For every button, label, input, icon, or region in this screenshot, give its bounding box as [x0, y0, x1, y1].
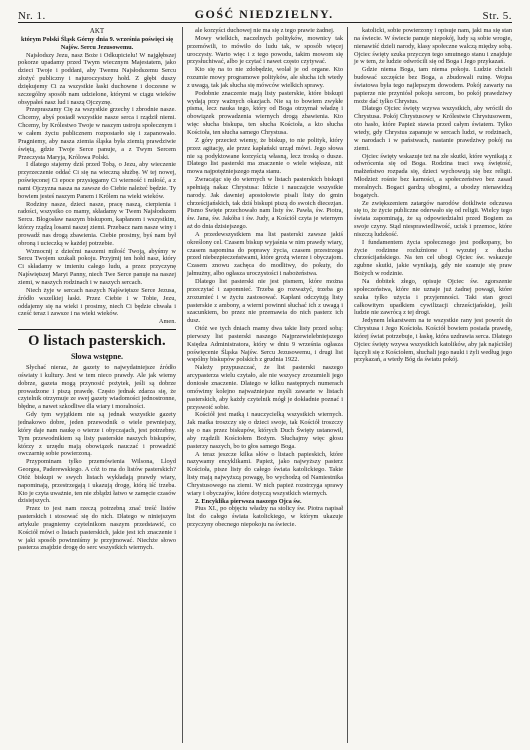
article-paragraph: Ze zwiększeniem zatargów narodów dotkliwie odczuwa się to, że życie publiczne oderwało się od religii. Wielcy tego świata zapominają, że są odpowiedzialni przed Bogiem za swoje czyny. Stąd niesprawiedliwość, ucisk i przemoc, które niszczą ludzkość.: [354, 199, 512, 238]
section-heading: 2. Encyklika pierwsza naszego Ojca św.: [195, 497, 302, 505]
article-title: O listach pasterskich.: [28, 333, 166, 350]
article-paragraph: Podobnie znaczenie mają listy pasterskie, które biskupi wydają przy ważnych okazjach. Nie są to bowiem zwykłe pisma, lecz nauka tego, który od Boga otrzymał władzę i obowiązek prowadzenia wiernych drogą zbawienia. Kto więc słucha biskupa, ten słucha Kościoła, a kto słucha Kościoła, ten słucha samego Chrystusa.: [187, 89, 343, 136]
akt-paragraph: Rodziny nasze, dzieci nasze, pracę naszą, cierpienia i radości, wszystko co mamy, składamy w Twem Najsłodszem Sercu. Błogosław naszym biskupom, kapłanom i wszystkim, którzy rządzą losami naszej ziemi. Przebacz nam nasze winy i prowadź nas drogą zbawienia. Ciebie prosimy, byś nam był obroną i ucieczką w każdej potrzebie.: [18, 200, 176, 247]
article-paragraph: Dlatego Ojciec święty wzywa wszystkich, aby wrócili do Chrystusa. Pokój Chrystusowy w Królestwie Chrystusowem, oto hasło, które Papież stawia przed całym światem. Tylko wtedy, gdy Chrystus zapanuje w sercach ludzi, w rodzinach, w narodach i w państwach, nastanie prawdziwy pokój na ziemi.: [354, 105, 512, 152]
akt-paragraph: Przepraszamy Cię za wszystkie grzechy i zbrodnie nasze. Chcemy, abyś posiadł wszystkie nasze serca i rządził niemi. Chcemy, by Królestwo Twoje w naszym ustroju społecznym i w całem życiu publicznem rozpostarło się i zapanowało. Pragniemy, aby nasza ziemia śląska była ziemią prawdziwie świętą, gdzie Twoje Serce panuje, a z Twym Sercem Przeczysta Maryja, Królowa Polski.: [18, 106, 176, 161]
akt-paragraph: Najsłodszy Jezu, nasz Boże i Odkupicielu! W najgłębszej pokorze upadamy przed Twym wiecznym Majestatem, jako dzieci Twoje i poddani, aby Twemu Najsłodszemu Sercu złożyć publiczny i najuroczystszy hołd. Z głębi duszy dziękujemy Ci za wszystkie łaski duchowne i doczesne w szczególny sposób nam udzielone, którymi w ciągu wieków obsypałeś nasz lud i naszą Ojczyznę.: [18, 51, 176, 106]
article-paragraph: Przez to jest nam rzeczą potrzebną znać treść listów pasterskich i stosować się do nich. Dlatego w niniejszym artykule pragniemy czytelnikom naszym przedstawić, co Kościół mówi o listach pasterskich, jakie jest ich znaczenie i w jaki sposób powinniśmy je przyjmować. Niechże słowo pasterza znajdzie drogę do serc wszystkich wiernych.: [18, 505, 176, 552]
article-paragraph: Ojciec święty wskazuje też na złe skutki, które wynikają z odwrócenia się od Boga. Rodzina traci swą świętość, małżeństwo rozpada się, dzieci wychowują się bez religii. Młodzież rośnie bez karności, a społeczeństwo bez zasad moralnych. Bogaci gardzą ubogimi, a ubodzy nienawidzą bogatych.: [354, 152, 512, 199]
article-paragraph: Przypominam tylko przemówienia Wilsona, Lloyd Georgea, Paderewskiego. A cóż to ma do listów pasterskich? Otóż biskupi w swych listach wykładają prawdy wiary, napominają, przestrzegają i ukazują drogę, którą iść trzeba. Kto je czyta uważnie, ten nie zbłądzi łatwo w zamęcie czasów dzisiejszych.: [18, 458, 176, 505]
article-paragraph: A przedewszystkiem ma list pasterski zawsze jakiś określony cel. Czasem biskup wyjaśnia w nim prawdy wiary, czasem napomina do poprawy życia, czasem przestrzega przed niebezpieczeństwami, które grożą wierze i obyczajom. Czasem znowu zachęca do modlitwy, do pokuty, do jałmużny, albo ogłasza uroczystości i nabożeństwa.: [187, 230, 343, 278]
article-paragraph: Dlatego list pasterski nie jest pismem, które można przeczytać i zapomnieć. Trzeba go rozważyć, trzeba go zrozumieć i w życiu zastosować. Kapłani odczytują listy pasterskie z ambony, a wierni powinni słuchać ich z uwagą i szacunkiem, bo przez nie przemawia do nich pasterz ich dusz.: [187, 278, 343, 325]
article-paragraph: Na dobitek złego, opisuje Ojciec św. zgorszenie społeczeństwa, które nie uznaje już żadnej powagi, które szuka tylko użycia i przyjemności. Taki stan grozi całkowitym upadkiem cywilizacji chrześcijańskiej, jeśli ludzie nie zawrócą z tej drogi.: [354, 278, 512, 317]
article-paragraph: Kto się na to nie zdobędzie, wolał je od organe. Kto rozumie mowy programowe polityków, ale słucha ich wtedy z uwagą, tak jak słucha się mówców wielkich sprawy.: [187, 66, 343, 89]
article-paragraph: I fundamentem życia społecznego jest podkopany, bo życie rodzinne rozluźnione i wyzutej z ducha chrześcijańskiego. Na ten cel ubogi Ojciec św. wskazuje zgubne skutki, jakie wynikają, gdy nie szanuje się praw Bożych w rodzinie.: [354, 238, 512, 278]
article-paragraph: Z góry przecież wiemy, że biskup, to nie polityk, który przez agitację, ale przez kapłański urząd mówi. Jego słowa nie są podyktowane korzyścią własną, lecz troską o dusze. Dlatego list pasterski ma znaczenie o wiele większe, niż mowa najpotężniejszego męża stanu.: [187, 136, 343, 176]
article-paragraph: Zwracając się do wiernych w listach pasterskich biskupi spełniają nakaz Chrystusa: Idźcie i nauczajcie wszystkie narody. Jak dawniej apostołowie pisali listy do gmin chrześcijańskich, tak dziś biskupi piszą do swoich diecezjan. Pismo Święte przechowało nam listy św. Pawła, św. Piotra, św. Jana, św. Jakóba i św. Judy, a Kościół czyta je wiernym aż do dnia dzisiejszego.: [187, 176, 343, 231]
page-header: [18, 6, 512, 22]
akt-paragraph: Niech żyje w sercach naszych Najświętsze Serce Jezusa, źródło wszelkiej łaski. Przez Ciebie i w Tobie, Jezu, oddajemy się na wieki i prosimy, niech Ci będzie chwała i cześć teraz i zawsze i na wieki wieków.: [18, 286, 176, 318]
article-paragraph: Mowy wielkich, naczelnych polityków, mownicy tak przemówili, to mówiło do ludu tak, w sposób więcej uroczysty. Warto więc i z tego powodu, takim mowom się przysłuchiwać, albo je czytać i nawet często czytywać.: [187, 34, 343, 66]
article-paragraph: Słychać nieraz, że gazety to najwydatniejsze źródło oświaty i kultury. Jest w tem nieco prawdy. Ale jak wiemy dobrze, gazeta mogą przynosić pożytek, jeśli są dobrze prowadzone i piszą prawdę. Często jednak zdarza się, że czytelnik otrzymuje ze swej gazety wiadomości jednostronne, błędne, a nawet szkodliwe dla wiary i moralności.: [18, 364, 176, 411]
article-paragraph: ale korzyści duchowej nie ma się z tego prawie żadnej.: [195, 27, 335, 34]
akt-amen: Amen.: [158, 318, 176, 326]
article-paragraph: Jedynem lekarstwem na te wszystkie rany jest powrót do Chrystusa i Jego Kościoła. Kościół bowiem posiada prawdę, której świat potrzebuje, i łaskę, która uzdrawia serca. Dlatego Ojciec święty wzywa wszystkich katolików, aby jak najściślej łączyli się z Kościołem, słuchali jego nauki i żyli według jego przykazań, a wtedy Bóg da światu pokój.: [354, 317, 512, 364]
column-middle: [182, 27, 348, 743]
page-number: Str. 5.: [482, 10, 512, 22]
article-subtitle: Słowa wstępne.: [70, 352, 123, 362]
akt-paragraph: I dlatego stajemy dziś przed Tobą, o Jezu, aby wieczenie przyrzeczenie oddać Ci się na wieczną służbę. W tej nowej, poświęconej Ci epoce przysięgamy Ci wierność i miłość, a z nami Ojczyzna nasza na zawsze do Ciebie należeć będzie. Ty bowiem jesteś naszym Panem i Królem na wieki wieków.: [18, 161, 176, 200]
akt-paragraph: Wzmocnij z dziećmi naszemi miłość Twoją, abyśmy w Sercu Twojem szukali pokoju. Przyjmij ten hołd nasz, który Ci składamy w imieniu całego ludu, a przez przyczynę Najświętszej Maryi Panny, niech Twe Serce panuje na naszej ziemi, w naszych rodzinach i w naszych sercach.: [18, 247, 176, 286]
column-left: [18, 27, 180, 743]
akt-title: AKT: [89, 27, 105, 35]
section-divider: [18, 329, 176, 330]
article-paragraph: Gdzie niema Boga, tam niema pokoju. Ludzie chcieli budować szczęście bez Boga, a zbudowali ruinę. Wojna światowa była tego najlepszym dowodem. Pokój zawarty na papierze nie przyniósł pokoju sercom, bo pokój prawdziwy może dać tylko Chrystus.: [354, 66, 512, 105]
column-right: [350, 27, 512, 743]
newspaper-title: GOŚĆ NIEDZIELNY.: [194, 7, 334, 21]
akt-heading: którym Polski Śląsk Górny dnia 9. września poświęci się Najśw. Sercu Jezusowemu.: [20, 35, 174, 51]
article-paragraph: A teraz jeszcze kilka słów o listach papieskich, które nazywamy encyklikami. Papież, jako najwyższy pasterz Kościoła, pisze listy do całego świata katolickiego. Takie listy mają najwyższą powagę, bo wychodzą od Namiestnika Chrystusowego na ziemi. W nich papież rozstrzyga sprawy wiary i obyczajów, które dotyczą wszystkich wiernych.: [187, 450, 343, 497]
article-paragraph: Kościół jest matką i nauczycielką wszystkich wiernych. Jak matka troszczy się o dzieci swoje, tak Kościół troszczy się o nas przez biskupów, których Duch Święty ustanowił, aby rządzili Kościołem Bożym. Słuchajmy więc głosu pasterzy naszych, bo to głos samego Boga.: [187, 411, 343, 450]
article-paragraph: Otóż we tych dniach mamy dwa takie listy przed sobą: pierwszy list pasterski naszego Najprzewielebniejszego Księdza Administratora, który w dniu 9 września ogłasza poświęcenie Śląska Najśw. Sercu Jezusowemu, i drugi list wspólny biskupów polskich z grudnia 1922.: [187, 325, 343, 364]
article-paragraph: Należy przypuszczać, że list pasterski naszego arcypasterza wielu czytało, ale nie wszyscy zrozumieli jego doniosłe znaczenie. Dlatego w kilku następnych numerach omówimy kolejno najważniejsze myśli zawarte w listach pasterskich, aby każdy czytelnik mógł je dokładnie poznać i przyswoić sobie.: [187, 364, 343, 411]
issue-number: Nr. 1.: [18, 10, 46, 22]
text-columns: [18, 27, 512, 743]
article-paragraph: katolicki, sobie powierzony i opisuje nam, jaki ma się stan na świecie. W świecie panuje niepokój, ludy są sobie wrogie, nienawiść dzieli narody, klasy społeczne walczą między sobą. Ojciec święty szuka przyczyn tego smutnego stanu i znajduje je w tem, że ludzie odwrócili się od Boga i Jego przykazań.: [354, 27, 512, 66]
article-paragraph: Pius XI., po objęciu władzy na stolicy św. Piotra napisał list do całego świata katolickiego, w którym ukazuje przyczyny obecnego niepokoju na świecie.: [187, 505, 343, 529]
header-rule: [18, 22, 512, 23]
article-paragraph: Gdy tym wyjątkiem nie są jednak wszystkie gazety jednakowo dobre, jeden przewodnik o wiele pewniejszy, który daje nam naukę o wierze i obyczajach, jest potrzebny. Tym przewodnikiem są listy pasterskie naszych biskupów, którzy z urzędu mają obowiązek nauczać i prowadzić owczarnię sobie powierzoną.: [18, 411, 176, 458]
